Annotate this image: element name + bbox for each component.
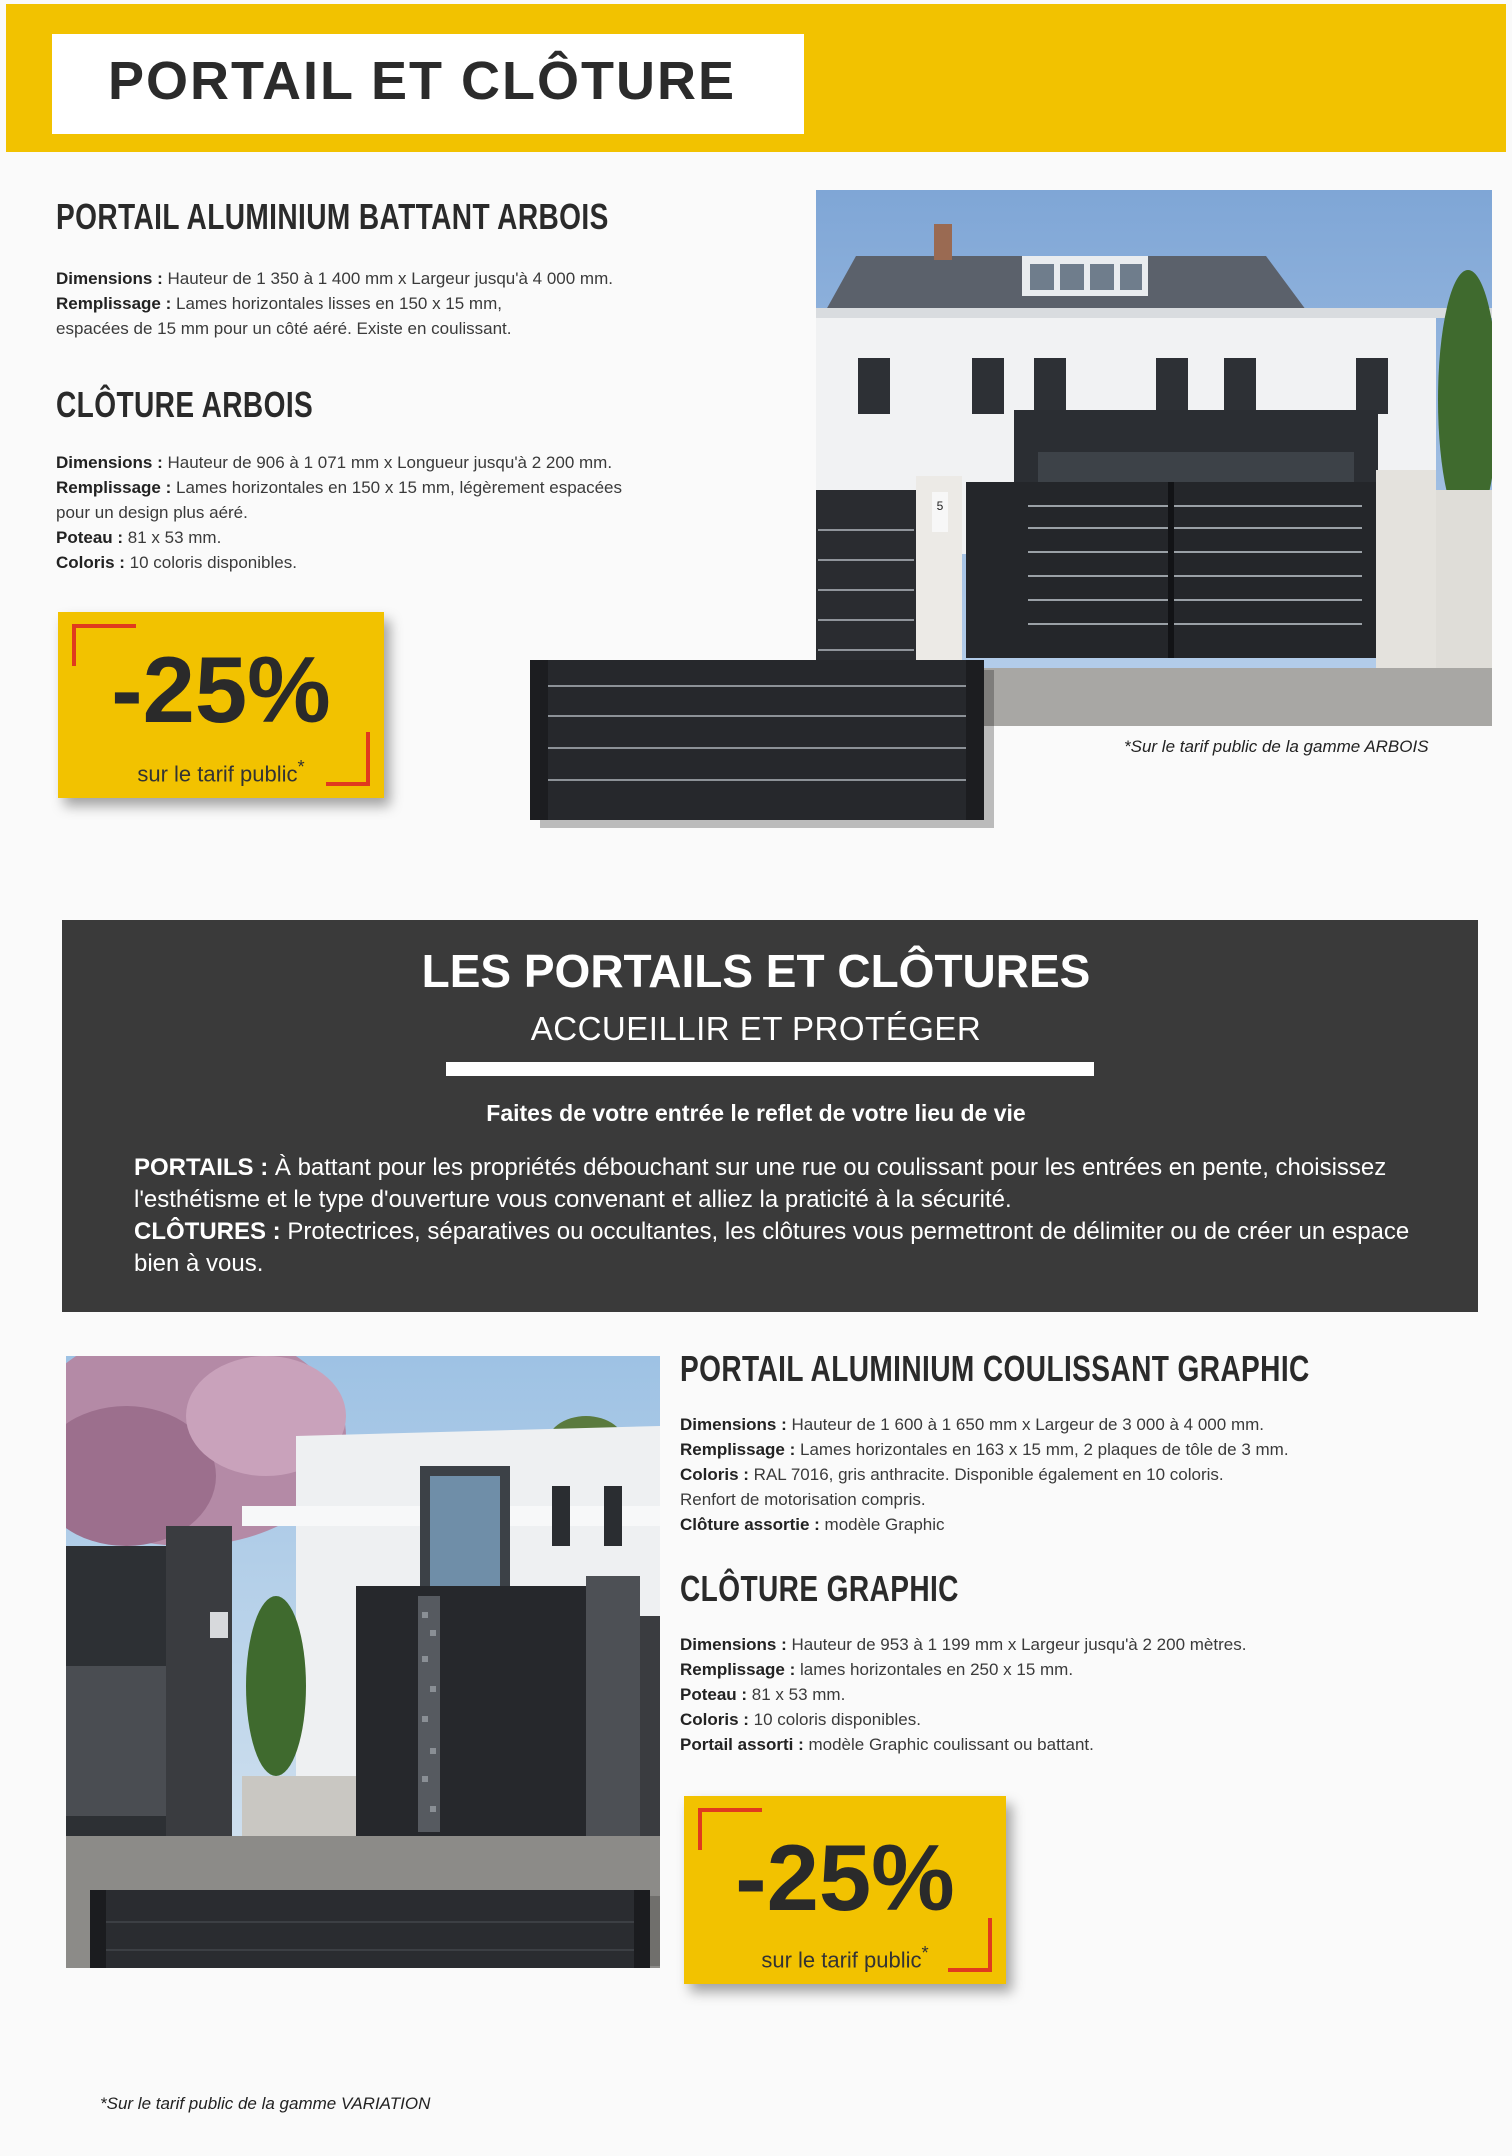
footnote-arbois: *Sur le tarif public de la gamme ARBOIS — [1124, 737, 1429, 756]
spec-line: Renfort de motorisation compris. — [680, 1490, 926, 1509]
footnote-variation: *Sur le tarif public de la gamme VARIATION — [100, 2094, 431, 2113]
page-title: PORTAIL ET CLÔTURE — [108, 51, 736, 111]
spec-line: Coloris : 10 coloris disponibles. — [680, 1710, 921, 1729]
photo-arbois-fence-panel — [530, 656, 1004, 836]
spec-line: Dimensions : Hauteur de 1 600 à 1 650 mm x Largeur de 3 000 à 4 000 mm. — [680, 1415, 1264, 1434]
spec-line: Poteau : 81 x 53 mm. — [56, 528, 222, 547]
spec-line: Remplissage : lames horizontales en 250 x 15 mm. — [680, 1660, 1074, 1679]
product-specs-portail-arbois — [56, 266, 816, 341]
promo-badge-graphic — [684, 1796, 1006, 1984]
band-title: LES PORTAILS ET CLÔTURES — [421, 945, 1091, 997]
product-title-portail-graphic: PORTAIL ALUMINIUM COULISSANT GRAPHIC — [680, 1348, 1310, 1389]
spec-line: pour un design plus aéré. — [56, 503, 248, 522]
band-subtitle: ACCUEILLIR ET PROTÉGER — [530, 1010, 982, 1047]
spec-line: Remplissage : Lames horizontales en 163 x 15 mm, 2 plaques de tôle de 3 mm. — [680, 1440, 1289, 1459]
band-divider — [446, 1062, 1094, 1076]
spec-line: Poteau : 81 x 53 mm. — [680, 1685, 846, 1704]
band-tagline: Faites de votre entrée le reflet de votre lieu de vie — [486, 1100, 1026, 1126]
spec-line: Remplissage : Lames horizontales en 150 x 15 mm, légèrement espacées — [56, 478, 623, 497]
band-body-text: PORTAILS : À battant pour les propriétés débouchant sur une rue ou coulissant pour les entrées en pente, choisissez l'esthétisme et le type d'ouverture vous convenant et alliez la praticité à la sécurité. CLÔTURES : Protectrices, séparatives ou occultantes, les clôtures vous permettront de délimiter ou de créer un espace bien à vous. — [134, 1154, 1410, 1277]
spec-line: Clôture assortie : modèle Graphic — [680, 1515, 945, 1534]
spec-line: Coloris : 10 coloris disponibles. — [56, 553, 297, 572]
spec-line: Dimensions : Hauteur de 953 à 1 199 mm x Largeur jusqu'à 2 200 mètres. — [680, 1635, 1247, 1654]
promo-subtitle: sur le tarif public* — [761, 1942, 929, 1973]
spec-line: Remplissage : Lames horizontales lisses en 150 x 15 mm, — [56, 294, 502, 313]
product-specs-portail-graphic — [680, 1412, 1480, 1537]
spec-line: Coloris : RAL 7016, gris anthracite. Disponible également en 10 coloris. — [680, 1465, 1224, 1484]
photo-graphic-gate — [66, 1356, 660, 1968]
promo-badge-arbois — [58, 612, 384, 798]
product-title-cloture-arbois: CLÔTURE ARBOIS — [56, 384, 314, 425]
promo-percent: -25% — [111, 637, 331, 742]
house-number: 5 — [936, 499, 944, 513]
product-title-portail-arbois: PORTAIL ALUMINIUM BATTANT ARBOIS — [56, 196, 609, 237]
photo-house-arbois-gate — [816, 190, 1492, 726]
spec-line: Dimensions : Hauteur de 1 350 à 1 400 mm x Largeur jusqu'à 4 000 mm. — [56, 269, 613, 288]
promo-percent: -25% — [735, 1825, 955, 1930]
spec-line: Dimensions : Hauteur de 906 à 1 071 mm x Longueur jusqu'à 2 200 mm. — [56, 453, 613, 472]
product-specs-cloture-arbois — [56, 450, 816, 575]
product-specs-cloture-graphic — [680, 1632, 1480, 1757]
promo-subtitle: sur le tarif public* — [137, 756, 305, 787]
product-title-cloture-graphic: CLÔTURE GRAPHIC — [680, 1568, 959, 1609]
spec-line: espacées de 15 mm pour un côté aéré. Existe en coulissant. — [56, 319, 512, 338]
spec-line: Portail assorti : modèle Graphic coulissant ou battant. — [680, 1735, 1094, 1754]
